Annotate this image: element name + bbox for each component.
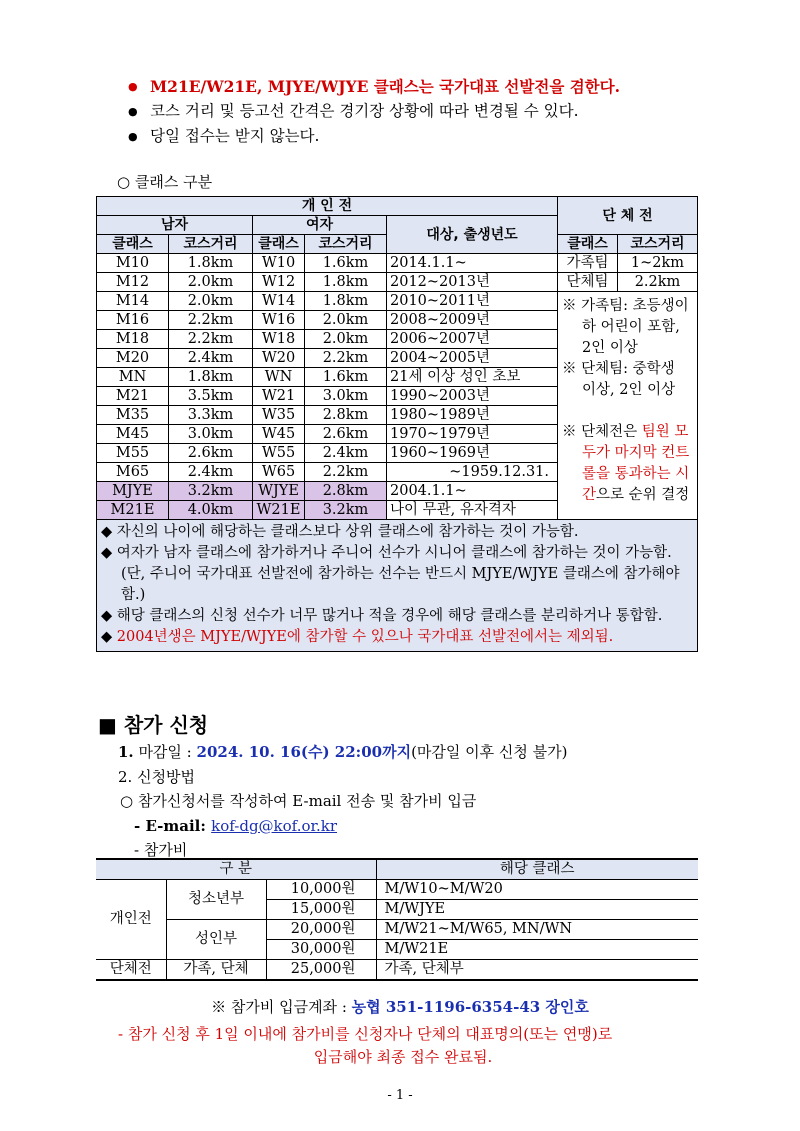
female-distance: 2.0km [305,330,387,349]
class-note: ◆ 여자가 남자 클래스에 참가하거나 주니어 선수가 시니어 클래스에 참가하는 것이 가능함.(단, 주니어 국가대표 선발전에 참가하는 선수는 반드시 MJYE/WJYE 클래스에 참가해야 함.) [101,545,680,603]
female-class: WN [253,368,305,387]
class-note: ◆ 자신의 나이에 해당하는 클래스보다 상위 클래스에 참가하는 것이 가능함. [101,524,579,540]
male-distance: 2.2km [169,330,253,349]
female-class: W21E [253,501,305,520]
rule-item: ● M21E/W21E, MJYE/WJYE 클래스는 국가대표 선발전을 겸한다. [128,74,768,99]
male-distance: 2.6km [169,444,253,463]
registration-details [118,740,568,863]
male-distance: 3.3km [169,406,253,425]
female-class: W18 [253,330,305,349]
method-title: 2. 신청방법 [118,767,196,786]
course-col-header: 코스거리 [169,235,253,254]
fee-head-class: 해당 클래스 [376,859,698,880]
fee-individual: 개인전 [96,880,166,960]
female-class: W45 [253,425,305,444]
target-birth: 1990~2003년 [387,387,558,406]
deposit-note-line2: 입금해야 최종 접수 완료됨. [313,1048,493,1066]
target-birth: 21세 이상 성인 초보 [387,368,558,387]
fee-classes: M/W21E [376,940,698,960]
target-birth: 2012~2013년 [387,273,558,292]
target-birth: ~1959.12.31. [387,463,558,482]
male-class: M21E [97,501,169,520]
female-header: 여자 [253,216,387,235]
class-note: ◆ 해당 클래스의 신청 선수가 너무 많거나 적을 경우에 해당 클래스를 분리하거나 통합함. [101,608,663,624]
female-distance: 1.6km [305,368,387,387]
target-birth: 1970~1979년 [387,425,558,444]
fee-amount: 30,000원 [266,940,376,960]
deadline-value: 2024. 10. 16(수) 22:00까지 [196,743,412,761]
target-birth: 1960~1969년 [387,444,558,463]
class-row [97,273,698,292]
fee-classes: M/W21~M/W65, MN/WN [376,920,698,940]
male-distance: 3.2km [169,482,253,501]
male-class: M35 [97,406,169,425]
rule-item: ● 코스 거리 및 등고선 간격은 경기장 상황에 따라 변경될 수 있다. [128,99,768,124]
female-class: WJYE [253,482,305,501]
female-distance: 1.8km [305,273,387,292]
male-header: 남자 [97,216,253,235]
female-class: W35 [253,406,305,425]
target-header: 대상, 출생년도 [387,216,558,254]
fee-amount: 20,000원 [266,920,376,940]
fee-classes: M/WJYE [376,900,698,920]
male-class: M10 [97,254,169,273]
male-class: M45 [97,425,169,444]
email-line: - E-mail: kof-dg@kof.or.kr [134,816,338,835]
deposit-note [118,1023,708,1069]
page-number: - 1 - [387,1088,413,1103]
target-birth: 2010~2011년 [387,292,558,311]
fee-head-category: 구 분 [96,859,376,880]
team-class-header: 클래스 [558,235,618,254]
fee-amount: 15,000원 [266,900,376,920]
male-distance: 3.0km [169,425,253,444]
female-class: W14 [253,292,305,311]
fee-amount: 10,000원 [266,880,376,900]
male-class: M14 [97,292,169,311]
deposit-note-line1: - 참가 신청 후 1일 이내에 참가비를 신청자나 단체의 대표명의(또는 연맹)로 [118,1025,613,1043]
target-birth: 2006~2007년 [387,330,558,349]
team-notes [558,292,698,520]
male-distance: 2.4km [169,349,253,368]
class-col-header: 클래스 [253,235,305,254]
fee-team: 단체전 [96,960,166,981]
male-distance: 3.5km [169,387,253,406]
class-table [96,196,698,652]
team-note-group: ※ 단체팀: 중학생 이상, 2인 이상 [562,361,676,398]
female-class: W65 [253,463,305,482]
fee-family-team: 가족, 단체 [166,960,266,981]
email-link[interactable]: kof-dg@kof.or.kr [211,816,338,835]
male-class: MN [97,368,169,387]
fee-amount: 25,000원 [266,960,376,981]
target-birth: 2014.1.1~ [387,254,558,273]
female-distance: 2.8km [305,406,387,425]
team-header: 단 체 전 [558,197,698,235]
team-class: 가족팀 [558,254,618,273]
male-distance: 2.0km [169,273,253,292]
male-distance: 1.8km [169,368,253,387]
female-class: W12 [253,273,305,292]
class-col-header: 클래스 [97,235,169,254]
team-note-family: ※ 가족팀: 초등생이하 어린이 포함, 2인 이상 [562,298,689,356]
male-class: M18 [97,330,169,349]
course-col-header: 코스거리 [305,235,387,254]
target-birth: 2004.1.1~ [387,482,558,501]
female-distance: 3.2km [305,501,387,520]
class-notes [97,520,698,652]
individual-header: 개 인 전 [97,197,558,216]
female-distance: 2.0km [305,311,387,330]
team-course-header: 코스거리 [618,235,698,254]
female-distance: 2.2km [305,349,387,368]
male-class: M21 [97,387,169,406]
team-note-ranking: ※ 단체전은 팀원 모두가 마지막 컨트롤을 통과하는 시간으로 순위 결정 [562,424,690,503]
team-distance: 2.2km [618,273,698,292]
class-row [97,292,698,311]
male-class: M16 [97,311,169,330]
female-distance: 2.2km [305,463,387,482]
account-info: ※ 참가비 입금계좌 : 농협 351-1196-6354-43 장인호 [211,998,589,1016]
class-row [97,254,698,273]
method-desc: ○ 참가신청서를 작성하여 E-mail 전송 및 참가비 입금 [120,792,477,810]
female-class: W55 [253,444,305,463]
female-class: W20 [253,349,305,368]
female-class: W16 [253,311,305,330]
male-distance: 4.0km [169,501,253,520]
female-class: W21 [253,387,305,406]
class-note-warning: ◆ 2004년생은 MJYE/WJYE에 참가할 수 있으나 국가대표 선발전에서는 제외됨. [101,629,614,645]
fee-table [96,858,698,981]
female-class: W10 [253,254,305,273]
account-number: 농협 351-1196-6354-43 장인호 [351,998,589,1016]
female-distance: 1.6km [305,254,387,273]
male-distance: 1.8km [169,254,253,273]
male-distance: 2.4km [169,463,253,482]
male-class: M12 [97,273,169,292]
male-class: M65 [97,463,169,482]
fee-youth: 청소년부 [166,880,266,920]
female-distance: 3.0km [305,387,387,406]
team-class: 단체팀 [558,273,618,292]
female-distance: 1.8km [305,292,387,311]
male-class: M55 [97,444,169,463]
target-birth: 나이 무관, 유자격자 [387,501,558,520]
male-distance: 2.0km [169,292,253,311]
registration-heading: ■ 참가 신청 [98,713,209,737]
fee-label: - 참가비 [134,841,188,859]
fee-classes: M/W10~M/W20 [376,880,698,900]
deadline-line: 1. 마감일 : 2024. 10. 16(수) 22:00까지(마감일 이후 신청 불가) [118,743,568,761]
male-class: M20 [97,349,169,368]
female-distance: 2.4km [305,444,387,463]
target-birth: 2004~2005년 [387,349,558,368]
target-birth: 2008~2009년 [387,311,558,330]
male-class: MJYE [97,482,169,501]
fee-classes: 가족, 단체부 [376,960,698,981]
team-distance: 1~2km [618,254,698,273]
target-birth: 1980~1989년 [387,406,558,425]
class-section-title: ○ 클래스 구분 [117,173,213,191]
female-distance: 2.6km [305,425,387,444]
female-distance: 2.8km [305,482,387,501]
male-distance: 2.2km [169,311,253,330]
rule-item: ● 당일 접수는 받지 않는다. [128,124,768,149]
rules-list [128,74,768,149]
fee-adult: 성인부 [166,920,266,960]
